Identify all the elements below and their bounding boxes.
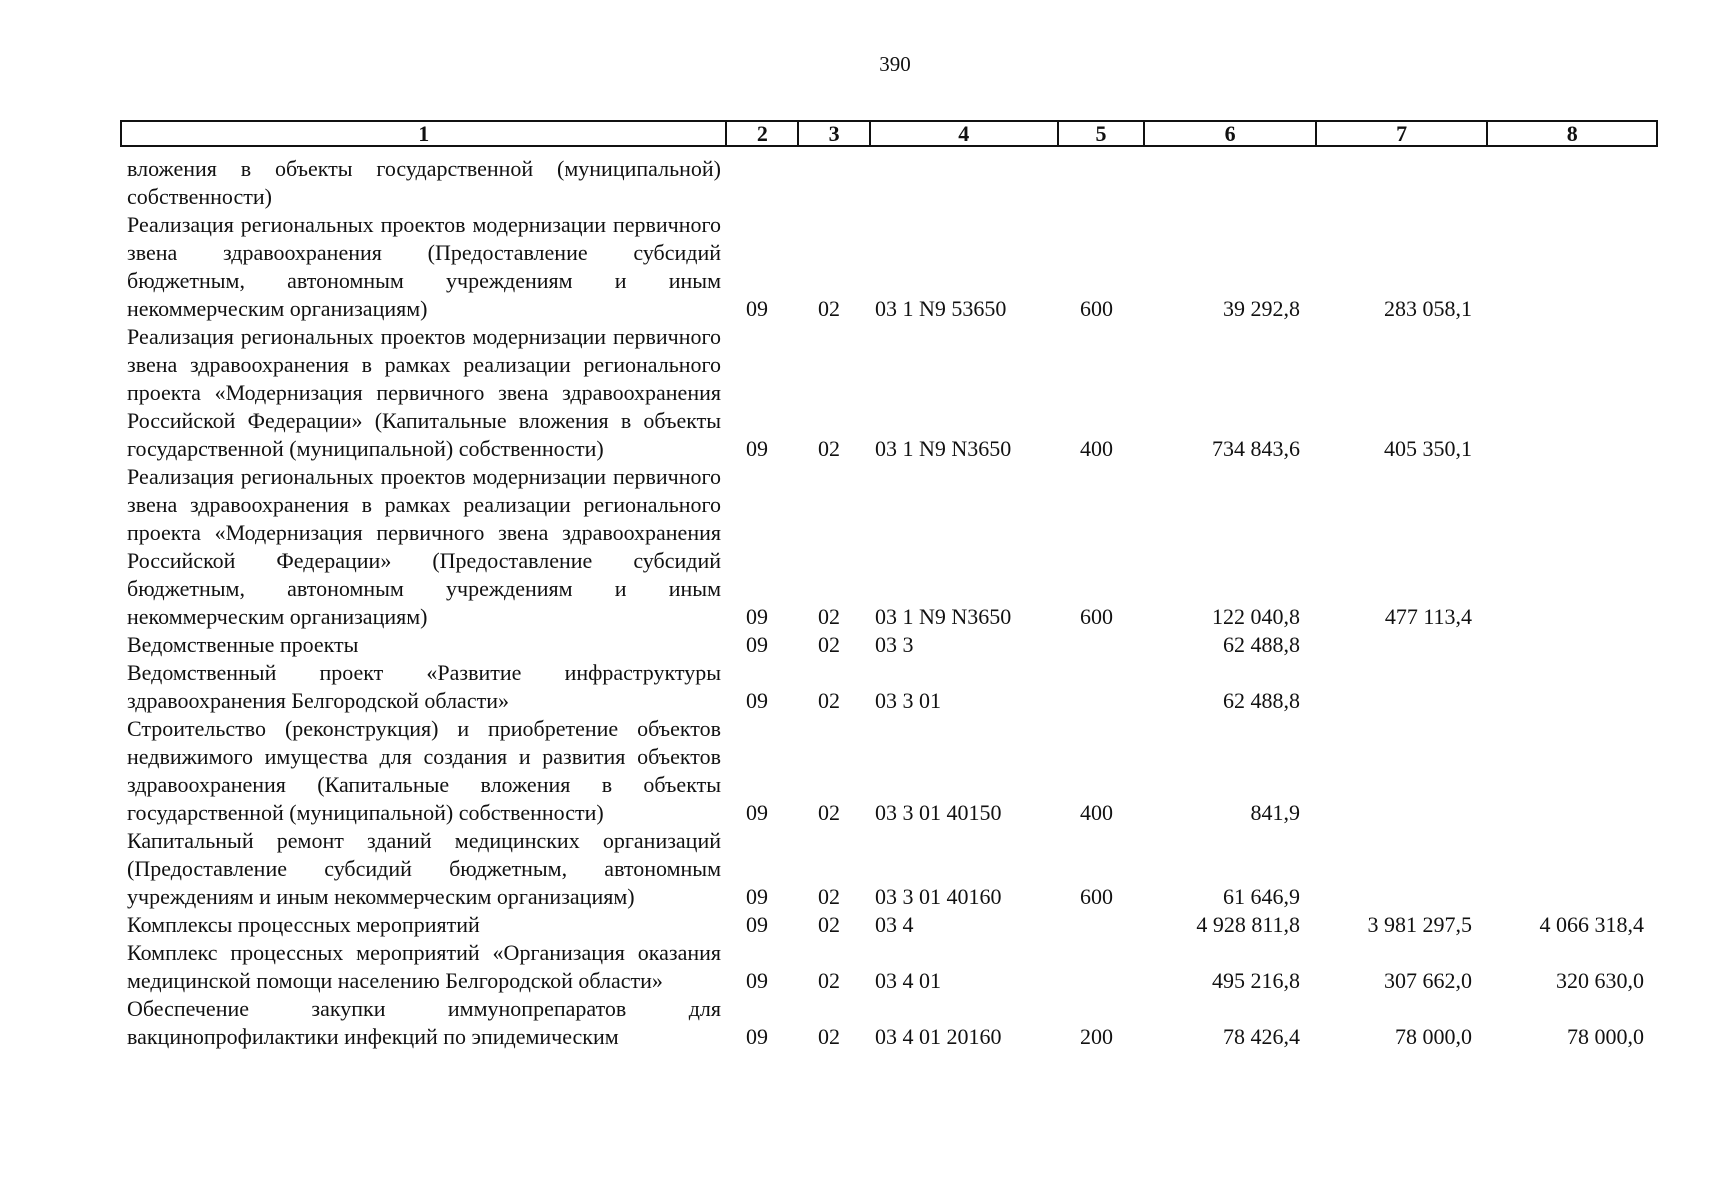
cell-subsection: 02 [818,604,840,629]
page-number: 390 [879,52,911,76]
table-row [120,323,1658,463]
row-description: Обеспечение закупки иммунопрепаратов для вакцинопрофилактики инфекций по эпидемическим [127,996,721,1049]
cell-amount-7: 405 350,1 [1384,436,1472,461]
cell-amount-6: 78 426,4 [1223,1024,1300,1049]
column-header-5: 5 [1059,122,1146,145]
table-row [120,911,1658,939]
cell-expense-type: 600 [1080,604,1113,629]
cell-amount-7: 283 058,1 [1384,296,1472,321]
cell-section: 09 [746,296,768,321]
row-description: вложения в объекты государственной (муниципальной) собственности) [127,156,721,209]
cell-target-code: 03 4 [875,912,914,937]
row-description: Реализация региональных проектов модернизации первичного звена здравоохранения (Предоставление субсидий бюджетным, автономным учреждениям и иным некоммерческим организациям) [127,212,721,321]
cell-amount-6: 734 843,6 [1212,436,1300,461]
table-row [120,827,1658,911]
cell-amount-7: 78 000,0 [1395,1024,1472,1049]
cell-amount-8: 4 066 318,4 [1539,912,1644,937]
row-description: Строительство (реконструкция) и приобретение объектов недвижимого имущества для создания и развития объектов здравоохранения (Капитальные вложения в объекты государственной (муниципальной) собственности) [127,716,721,825]
cell-subsection: 02 [818,688,840,713]
cell-target-code: 03 1 N9 N3650 [875,604,1012,629]
cell-section: 09 [746,884,768,909]
cell-target-code: 03 3 [875,632,914,657]
cell-amount-6: 61 646,9 [1223,884,1300,909]
cell-amount-6: 122 040,8 [1212,604,1300,629]
column-header-7: 7 [1317,122,1489,145]
table-row [120,995,1658,1051]
cell-expense-type: 600 [1080,884,1113,909]
column-header-1: 1 [122,122,727,145]
cell-subsection: 02 [818,436,840,461]
cell-target-code: 03 1 N9 N3650 [875,436,1012,461]
column-header-4: 4 [871,122,1059,145]
cell-subsection: 02 [818,968,840,993]
cell-amount-6: 4 928 811,8 [1196,912,1300,937]
cell-subsection: 02 [818,296,840,321]
column-header-2: 2 [727,122,799,145]
cell-amount-6: 841,9 [1250,800,1300,825]
table-row [120,155,1658,211]
cell-target-code: 03 3 01 40160 [875,884,1002,909]
cell-expense-type: 400 [1080,800,1113,825]
table-row [120,939,1658,995]
table-row [120,211,1658,323]
row-description: Ведомственный проект «Развитие инфраструктуры здравоохранения Белгородской области» [127,660,721,713]
table-row [120,631,1658,659]
table-header [120,120,1658,147]
cell-section: 09 [746,436,768,461]
column-header-6: 6 [1145,122,1317,145]
cell-subsection: 02 [818,912,840,937]
cell-amount-8: 320 630,0 [1556,968,1644,993]
column-header-3: 3 [799,122,871,145]
row-description: Реализация региональных проектов модернизации первичного звена здравоохранения в рамках реализации регионального проекта «Модернизация первичного звена здравоохранения Российской Федерации» (Капитальные вложения в объекты государственной (муниципальной) собственности) [127,324,721,461]
table-row [120,715,1658,827]
cell-expense-type: 200 [1080,1024,1113,1049]
table-body [120,155,1658,1051]
cell-target-code: 03 4 01 20160 [875,1024,1002,1049]
cell-amount-7: 477 113,4 [1384,604,1472,629]
cell-amount-6: 62 488,8 [1223,632,1300,657]
cell-section: 09 [746,800,768,825]
column-header-8: 8 [1566,121,1578,146]
cell-amount-7: 3 981 297,5 [1367,912,1472,937]
cell-target-code: 03 4 01 [875,968,941,993]
row-description: Ведомственные проекты [127,632,359,657]
row-description: Реализация региональных проектов модернизации первичного звена здравоохранения в рамках реализации регионального проекта «Модернизация первичного звена здравоохранения Российской Федерации» (Предоставление субсидий бюджетным, автономным учреждениям и иным некоммерческим организациям) [127,464,721,629]
cell-section: 09 [746,912,768,937]
cell-section: 09 [746,968,768,993]
cell-subsection: 02 [818,632,840,657]
cell-expense-type: 600 [1080,296,1113,321]
cell-subsection: 02 [818,1024,840,1049]
cell-section: 09 [746,1024,768,1049]
cell-subsection: 02 [818,800,840,825]
table-row [120,659,1658,715]
cell-section: 09 [746,604,768,629]
row-description: Комплексы процессных мероприятий [127,912,480,937]
cell-amount-6: 495 216,8 [1212,968,1300,993]
cell-section: 09 [746,632,768,657]
row-description: Капитальный ремонт зданий медицинских организаций (Предоставление субсидий бюджетным, автономным учреждениям и иным некоммерческим организациям) [127,828,721,909]
cell-subsection: 02 [818,884,840,909]
cell-amount-6: 62 488,8 [1223,688,1300,713]
cell-amount-6: 39 292,8 [1223,296,1300,321]
row-description: Комплекс процессных мероприятий «Организация оказания медицинской помощи населению Белгородской области» [127,940,721,993]
cell-amount-8: 78 000,0 [1567,1024,1644,1049]
cell-target-code: 03 1 N9 53650 [875,296,1007,321]
cell-target-code: 03 3 01 [875,688,941,713]
cell-amount-7: 307 662,0 [1384,968,1472,993]
cell-section: 09 [746,688,768,713]
cell-expense-type: 400 [1080,436,1113,461]
table-row [120,463,1658,631]
cell-target-code: 03 3 01 40150 [875,800,1002,825]
